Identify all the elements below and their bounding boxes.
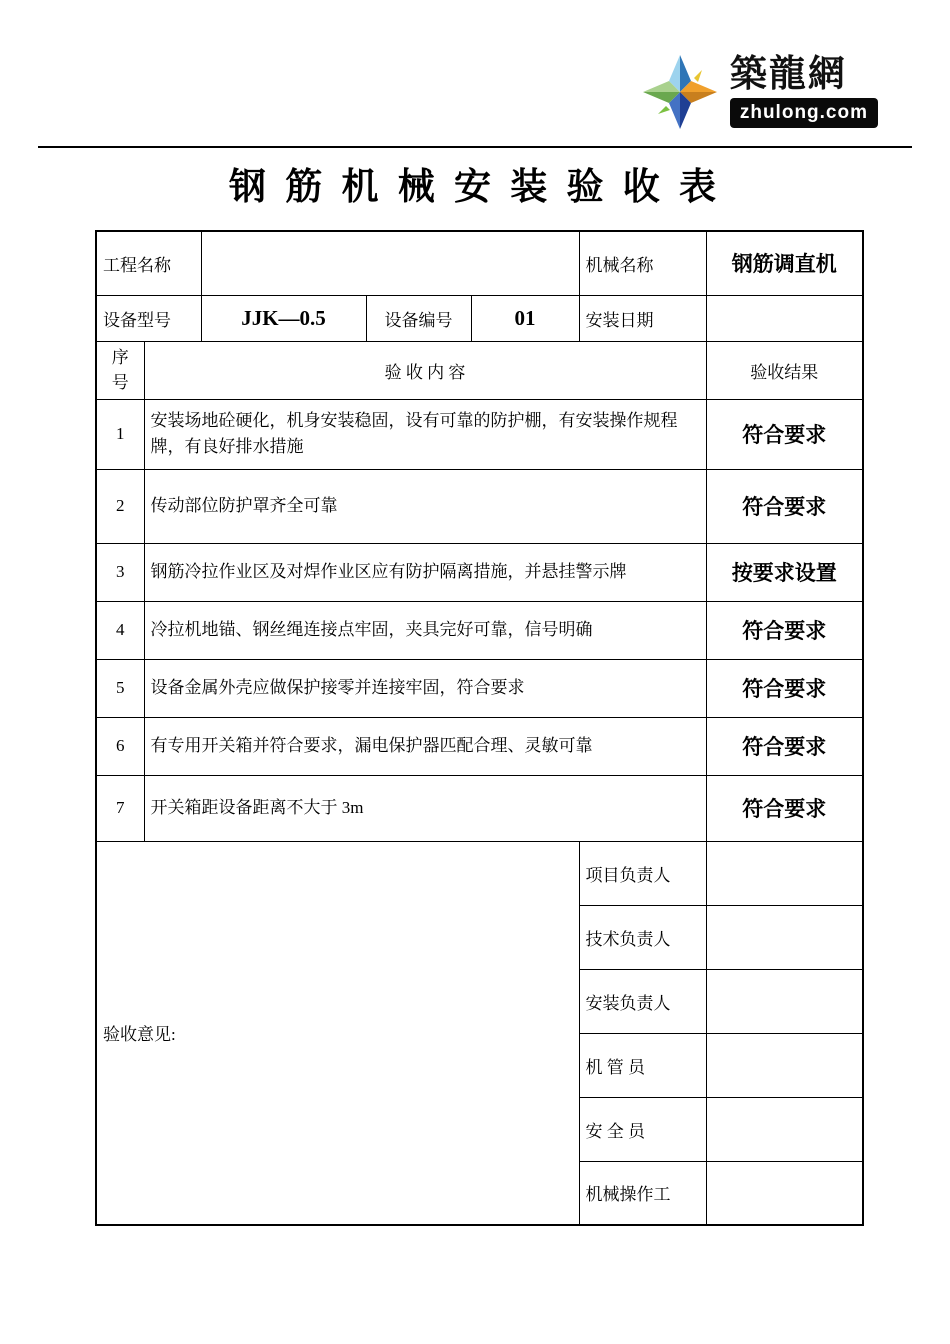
col-header-seq — [96, 341, 144, 399]
logo-text-block — [730, 56, 878, 128]
table-row — [96, 775, 863, 841]
table-row — [96, 717, 863, 775]
table-header-row — [96, 341, 863, 399]
signature-field[interactable] — [706, 841, 863, 905]
signature-field[interactable] — [706, 1097, 863, 1161]
equipment-number-label: 设备编号 — [366, 295, 471, 341]
row-result: 符合要求 — [706, 601, 863, 659]
row-result: 符合要求 — [706, 717, 863, 775]
signer-label: 安 全 员 — [579, 1097, 706, 1161]
header-divider — [38, 146, 912, 148]
row-number: 3 — [96, 543, 144, 601]
table-row — [96, 543, 863, 601]
signature-field[interactable] — [706, 905, 863, 969]
row-content: 开关箱距设备距离不大于 3m — [144, 775, 706, 841]
row-number: 5 — [96, 659, 144, 717]
acceptance-form-table — [95, 230, 864, 1226]
logo-domain-text: zhulong.com — [730, 98, 878, 128]
model-value: JJK—0.5 — [201, 295, 366, 341]
row-number: 7 — [96, 775, 144, 841]
signature-field[interactable] — [706, 1033, 863, 1097]
row-number: 2 — [96, 469, 144, 543]
install-date-label: 安装日期 — [579, 295, 706, 341]
row-content: 传动部位防护罩齐全可靠 — [144, 469, 706, 543]
row-content: 钢筋冷拉作业区及对焊作业区应有防护隔离措施，并悬挂警示牌 — [144, 543, 706, 601]
machine-name-label: 机械名称 — [579, 231, 706, 295]
row-result: 符合要求 — [706, 775, 863, 841]
row-number: 6 — [96, 717, 144, 775]
row-content: 有专用开关箱并符合要求，漏电保护器匹配合理、灵敏可靠 — [144, 717, 706, 775]
row-content: 设备金属外壳应做保护接零并连接牢固，符合要求 — [144, 659, 706, 717]
row-result: 符合要求 — [706, 659, 863, 717]
info-row-2 — [96, 295, 863, 341]
row-number: 1 — [96, 399, 144, 469]
row-result: 按要求设置 — [706, 543, 863, 601]
project-name-label: 工程名称 — [96, 231, 201, 295]
signer-label: 机械操作工 — [579, 1161, 706, 1225]
machine-name-value: 钢筋调直机 — [706, 231, 863, 295]
signature-field[interactable] — [706, 969, 863, 1033]
table-row — [96, 659, 863, 717]
table-row — [96, 399, 863, 469]
row-result: 符合要求 — [706, 399, 863, 469]
page-title: 钢 筋 机 械 安 装 验 收 表 — [229, 167, 721, 208]
signature-row — [96, 841, 863, 905]
signer-label: 安装负责人 — [579, 969, 706, 1033]
table-row — [96, 469, 863, 543]
signer-label: 机 管 员 — [579, 1033, 706, 1097]
table-row — [96, 601, 863, 659]
col-header-content: 验 收 内 容 — [144, 341, 706, 399]
col-header-result: 验收结果 — [706, 341, 863, 399]
row-content: 冷拉机地锚、钢丝绳连接点牢固，夹具完好可靠，信号明确 — [144, 601, 706, 659]
zhulong-pinwheel-icon — [640, 52, 720, 132]
signature-field[interactable] — [706, 1161, 863, 1225]
install-date-value[interactable] — [706, 295, 863, 341]
zhulong-logo — [640, 52, 878, 132]
row-content: 安装场地砼硬化，机身安装稳固，设有可靠的防护棚，有安装操作规程牌，有良好排水措施 — [144, 399, 706, 469]
logo-brand-text: 築龍網 — [729, 54, 847, 96]
model-label: 设备型号 — [96, 295, 201, 341]
project-name-value[interactable] — [201, 231, 579, 295]
row-number: 4 — [96, 601, 144, 659]
col-header-seq-label: 序号 — [111, 347, 129, 392]
signer-label: 项目负责人 — [579, 841, 706, 905]
equipment-number-value: 01 — [471, 295, 579, 341]
acceptance-opinion-label[interactable]: 验收意见: — [96, 841, 579, 1225]
signer-label: 技术负责人 — [579, 905, 706, 969]
row-result: 符合要求 — [706, 469, 863, 543]
info-row-1 — [96, 231, 863, 295]
